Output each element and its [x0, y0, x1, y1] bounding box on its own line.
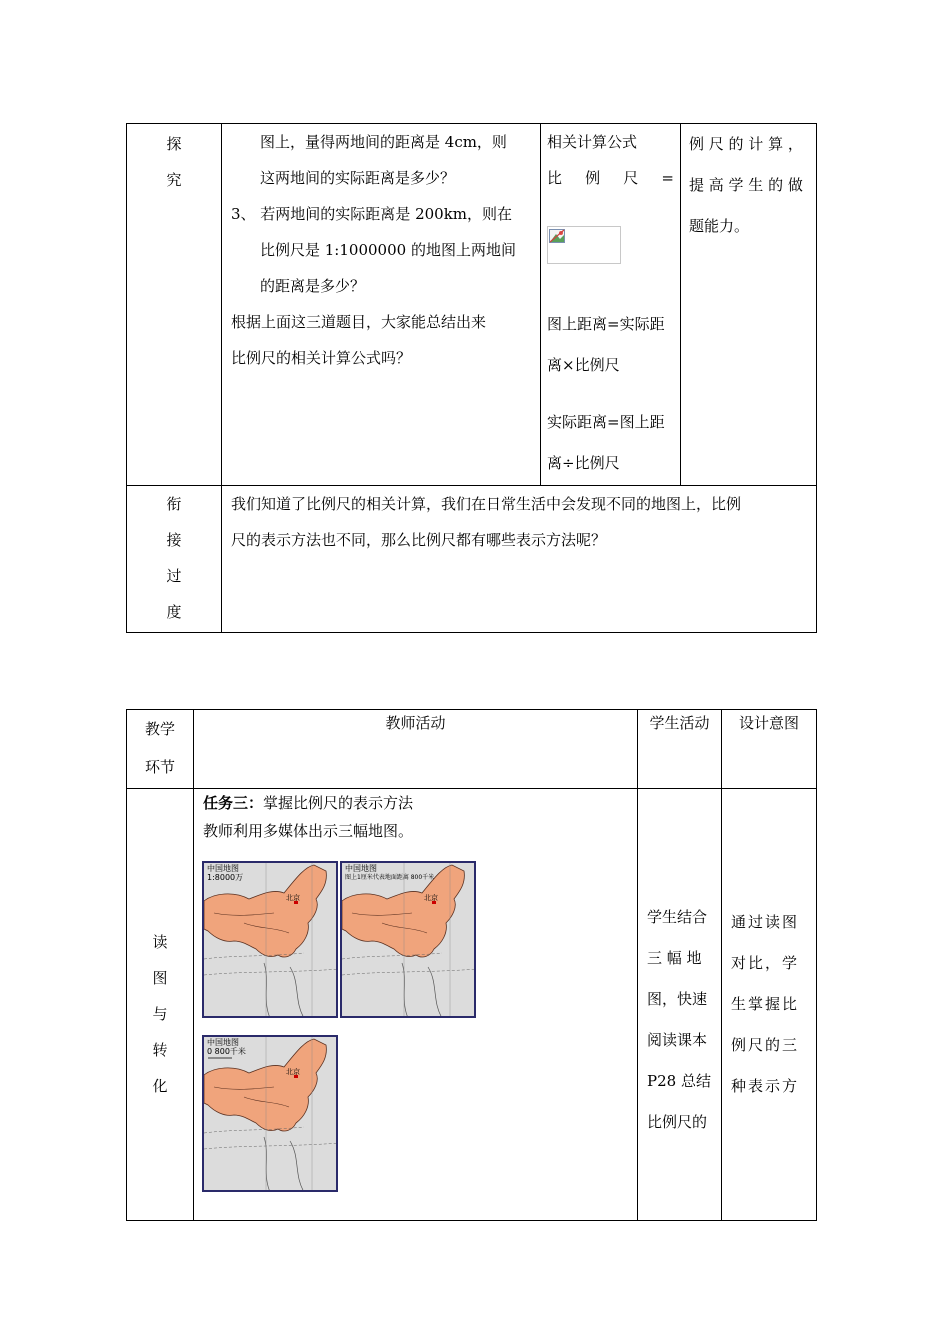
stage-char: 接: [166, 531, 182, 549]
student-line: 图，快速: [647, 989, 708, 1008]
question-line: 根据上面这三道题目，大家能总结出来: [231, 313, 487, 331]
stage-char: 读: [152, 932, 168, 951]
design-intent-cell: [681, 124, 817, 486]
task-title: 掌握比例尺的表示方法: [263, 794, 414, 812]
student-activity-cell: [638, 789, 722, 1221]
stage-char: 转: [152, 1040, 168, 1059]
formula-char: =: [661, 169, 674, 187]
header-student: [638, 710, 722, 789]
map-title: 中国地图 1:8000万: [207, 864, 244, 882]
map-city-label: 北京: [286, 1068, 300, 1076]
header-teacher: [194, 710, 638, 789]
student-activity-cell: [541, 124, 681, 486]
intent-line: 种表示方: [731, 1077, 800, 1095]
transition-line: 我们知道了比例尺的相关计算，我们在日常生活中会发现不同的地图上，比例: [231, 495, 742, 513]
broken-image-icon: [547, 226, 621, 264]
question-line: 3、 若两地间的实际距离是 200km，则在: [231, 205, 513, 223]
stage-char: 探: [166, 135, 182, 153]
header-text: 环节: [144, 758, 175, 776]
stage-char: 化: [152, 1076, 168, 1095]
student-line: P28 总结: [647, 1071, 711, 1090]
student-line: 学生结合: [647, 907, 708, 926]
lesson-table-bottom: [126, 709, 817, 1221]
header-stage: [127, 710, 194, 789]
transition-text-cell: [222, 486, 817, 633]
formula-char: 例: [585, 169, 601, 187]
question-line: 图上，量得两地间的距离是 4cm，则: [260, 133, 507, 151]
stage-char: 与: [152, 1004, 168, 1023]
header-intent: [722, 710, 817, 789]
formula-line: 离×比例尺: [547, 356, 620, 374]
student-line: 阅读课本: [647, 1030, 708, 1049]
map-title: 中国地图 图上1厘米代表地面距离 800千米: [345, 864, 435, 881]
student-line: 比例尺的: [647, 1112, 708, 1131]
design-intent-cell: [722, 789, 817, 1221]
intent-line: 题能力。: [689, 217, 750, 235]
lesson-table-top: [126, 123, 817, 633]
intent-line: 例尺的三: [731, 1036, 800, 1054]
formula-line: 离÷比例尺: [547, 454, 620, 472]
question-line: 这两地间的实际距离是多少？: [260, 169, 456, 187]
stage-char: 衔: [166, 495, 182, 513]
transition-line: 尺的表示方法也不同，那么比例尺都有哪些表示方法呢？: [231, 531, 607, 549]
teacher-activity-cell: [222, 124, 541, 486]
formula-char: 比: [547, 169, 563, 187]
header-text: 教学: [144, 720, 175, 738]
map-city-label: 北京: [286, 894, 300, 902]
teacher-task-cell: [194, 789, 638, 1221]
task-instruction: 教师利用多媒体出示三幅地图。: [203, 822, 414, 840]
china-map-line-scale: [202, 1035, 338, 1192]
intent-line: 通过读图: [731, 913, 800, 931]
stage-char: 究: [166, 171, 182, 189]
formula-scale: [541, 160, 680, 196]
task-label: 任务三：: [203, 794, 264, 812]
question-line: 比例尺的相关计算公式吗？: [231, 349, 412, 367]
map-city-label: 北京: [424, 894, 438, 902]
stage-char: 度: [166, 603, 182, 621]
header-text: 教师活动: [385, 714, 446, 732]
question-line: 的距离是多少？: [260, 277, 366, 295]
question-line: 比例尺是 1:1000000 的地图上两地间: [260, 241, 516, 259]
header-text: 设计意图: [738, 714, 799, 732]
formula-heading: 相关计算公式: [547, 133, 638, 151]
stage-cell-transition: [127, 486, 222, 633]
china-map-numeric-scale: [202, 861, 338, 1018]
stage-char: 过: [166, 567, 182, 585]
map-title: 中国地图 0 800千米: [207, 1038, 246, 1056]
header-text: 学生活动: [649, 714, 710, 732]
stage-cell-explore: [127, 124, 222, 486]
intent-line: 生掌握比: [731, 995, 800, 1013]
stage-cell-read-map: [127, 789, 194, 1221]
formula-line: 图上距离=实际距: [547, 315, 665, 333]
intent-line: 对比，学: [731, 954, 800, 972]
formula-char: 尺: [623, 169, 639, 187]
intent-line: 提 高 学 生 的 做: [689, 176, 803, 194]
formula-line: 实际距离=图上距: [547, 413, 665, 431]
stage-char: 图: [152, 968, 168, 987]
intent-line: 例 尺 的 计 算 ，: [689, 135, 803, 153]
china-map-text-scale: [340, 861, 476, 1018]
student-line: 三 幅 地: [647, 948, 702, 967]
